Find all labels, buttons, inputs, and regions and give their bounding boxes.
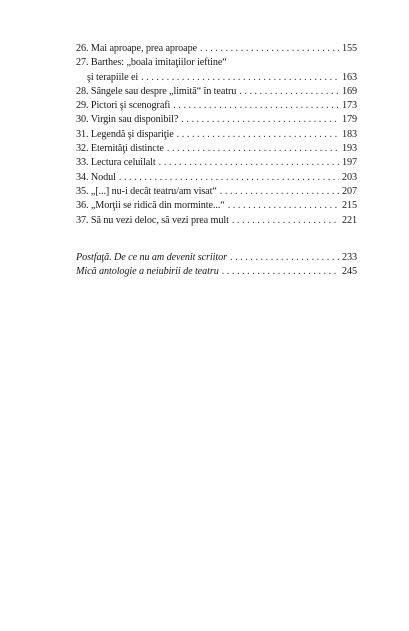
toc-entry <box>76 156 357 170</box>
toc-entry <box>76 42 357 56</box>
toc-entry-page: 183 <box>342 128 357 140</box>
toc-entry <box>76 128 357 142</box>
toc-entry-title: 33. Lectura celuilalt <box>76 157 156 169</box>
toc-entry-title: Mică antologie a neiubirii de teatru <box>76 266 219 278</box>
dot-leader <box>220 185 339 199</box>
toc-entry-page: 169 <box>342 85 357 97</box>
toc-entry-continuation <box>76 71 357 85</box>
toc-appendix-entry <box>76 251 357 265</box>
section-spacer <box>76 228 357 251</box>
toc-entry-page: 197 <box>342 157 357 169</box>
toc-entry <box>76 214 357 228</box>
toc-entry-page: 245 <box>342 266 357 278</box>
toc-entry-page: 207 <box>342 185 357 197</box>
toc-entry-title: 37. Să nu vezi deloc, să vezi prea mult <box>76 214 229 226</box>
toc-entry-title: 34. Nodul <box>76 171 116 183</box>
toc-entry-title: 35. „[...] nu-i decât teatru/am visat“ <box>76 185 217 197</box>
toc-entry <box>76 113 357 127</box>
toc-entry <box>76 85 357 99</box>
dot-leader <box>119 171 339 185</box>
toc-entry-title: Postfaţă. De ce nu am devenit scriitor <box>76 251 227 263</box>
toc-entry-page: 179 <box>342 114 357 126</box>
toc-entry <box>76 199 357 213</box>
dot-leader <box>228 199 339 213</box>
dot-leader <box>173 99 339 113</box>
dot-leader <box>230 251 339 265</box>
toc-entry <box>76 56 357 70</box>
toc-entry-page: 221 <box>342 214 357 226</box>
toc-entry-page: 173 <box>342 100 357 112</box>
toc-entry-title: 31. Legendă şi dispariţie <box>76 128 174 140</box>
toc-entry <box>76 171 357 185</box>
toc-entry-page: 233 <box>342 251 357 263</box>
toc-entry-title: şi terapiile ei <box>87 71 139 83</box>
dot-leader <box>177 128 339 142</box>
toc-appendix-entry <box>76 265 357 279</box>
toc-entry-page: 193 <box>342 143 357 155</box>
toc-entry-page: 215 <box>342 200 357 212</box>
dot-leader <box>141 71 339 85</box>
dot-leader <box>159 156 339 170</box>
toc-entry <box>76 185 357 199</box>
dot-leader <box>239 85 339 99</box>
dot-leader <box>181 113 339 127</box>
toc-entry <box>76 142 357 156</box>
dot-leader <box>232 214 339 228</box>
table-of-contents <box>76 42 357 279</box>
toc-entry-page: 155 <box>342 43 357 54</box>
toc-entry-title: 27. Barthes: „boala imitaţiilor ieftine“ <box>76 57 227 69</box>
toc-entry-title: 32. Eternităţi distincte <box>76 143 164 155</box>
toc-entry-title: 30. Virgin sau disponibil? <box>76 114 179 126</box>
dot-leader <box>222 265 339 279</box>
toc-entry-title: 36. „Morţii se ridică din morminte...“ <box>76 200 225 212</box>
toc-entry-page: 163 <box>342 71 357 83</box>
toc-entry <box>76 99 357 113</box>
dot-leader <box>200 42 339 56</box>
dot-leader <box>167 142 339 156</box>
toc-entry-page: 203 <box>342 171 357 183</box>
toc-entry-title: 26. Mai aproape, prea aproape <box>76 43 197 54</box>
toc-entry-title: 28. Sângele sau despre „limită“ în teatru <box>76 85 237 97</box>
toc-entry-title: 29. Pictori şi scenografi <box>76 100 171 112</box>
